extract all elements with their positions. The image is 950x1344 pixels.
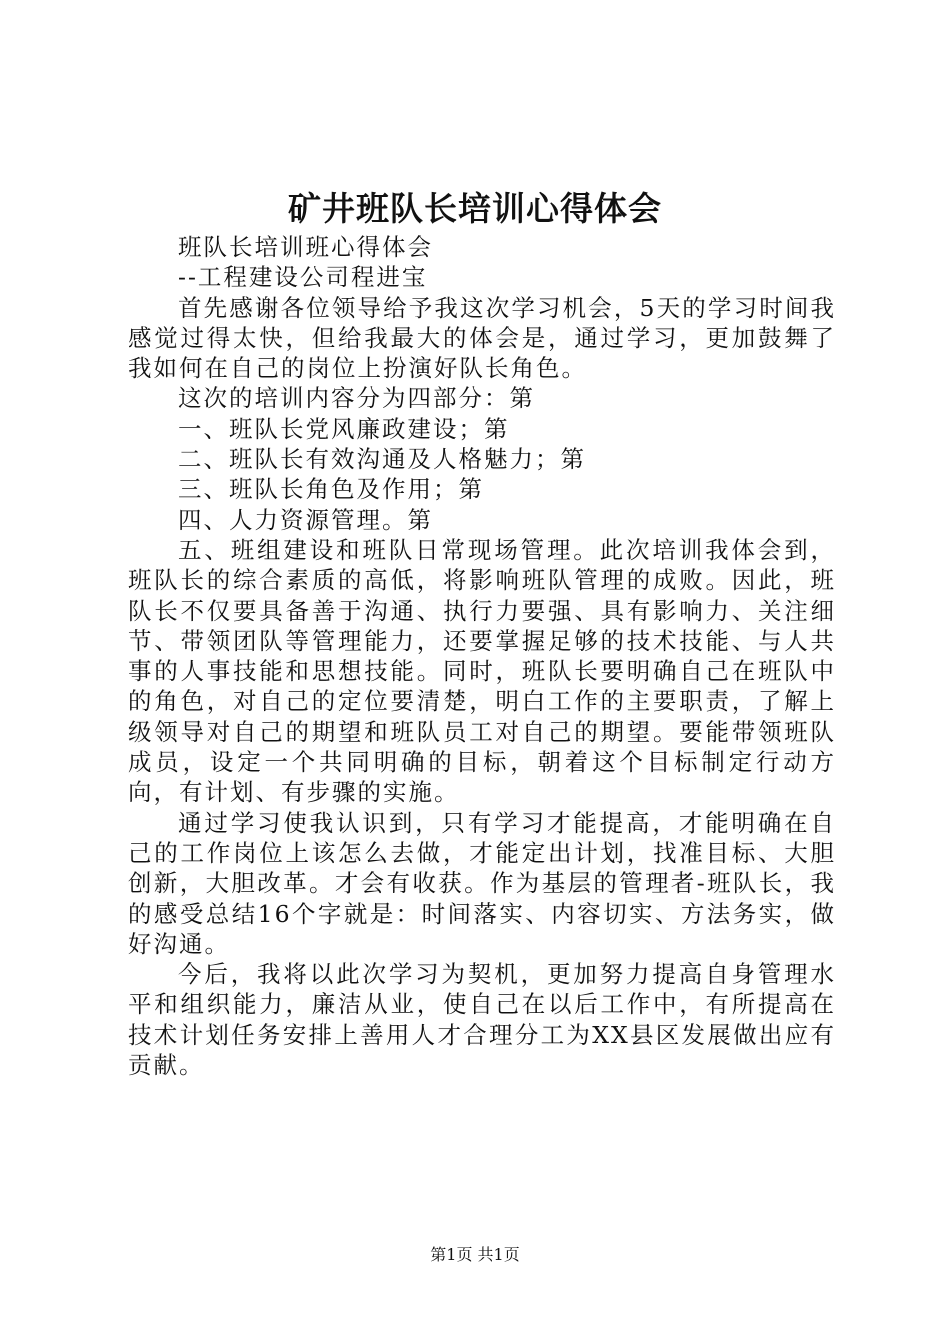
paragraph-part-2: 二、班队长有效沟通及人格魅力；第 [178,445,586,474]
paragraph-content-overview: 这次的培训内容分为四部分：第 [178,384,535,413]
paragraph-part-3: 三、班队长角色及作用；第 [178,475,484,504]
paragraph-intro: 首先感谢各位领导给予我这次学习机会，5天的学习时间我感觉过得太快，但给我最大的体会是，通过学习，更加鼓舞了我如何在自己的岗位上扮演好队长角色。 [128,293,836,383]
paragraph-author: --工程建设公司程进宝 [178,263,428,292]
document-body [128,232,836,1080]
paragraph-conclusion: 今后，我将以此次学习为契机，更加努力提高自身管理水平和组织能力，廉洁从业，使自己在以后工作中，有所提高在技术计划任务安排上善用人才合理分工为XX县区发展做出应有贡献。 [128,960,836,1080]
paragraph-learning: 通过学习使我认识到，只有学习才能提高，才能明确在自己的工作岗位上该怎么去做，才能定出计划，找准目标、大胆创新，大胆改革。才会有收获。作为基层的管理者-班队长，我的感受总结16个字就是：时间落实、内容切实、方法务实，做好沟通。 [128,808,836,958]
paragraph-part-1: 一、班队长党风廉政建设；第 [178,414,510,443]
page-footer: 第1页 共1页 [430,1245,520,1264]
paragraph-subtitle: 班队长培训班心得体会 [178,233,433,261]
document-title: 矿井班队长培训心得体会 [288,189,662,228]
paragraph-part-5: 五、班组建设和班队日常现场管理。此次培训我体会到，班队长的综合素质的高低，将影响班队管理的成败。因此，班队长不仅要具备善于沟通、执行力要强、具有影响力、关注细节、带领团队等管理能力，还要掌握足够的技术技能、与人共事的人事技能和思想技能。同时，班队长要明确自己在班队中的角色，对自己的定位要清楚，明白工作的主要职责，了解上级领导对自己的期望和班队员工对自己的期望。要能带领班队成员，设定一个共同明确的目标，朝着这个目标制定行动方向，有计划、有步骤的实施。 [128,535,836,807]
paragraph-part-4: 四、人力资源管理。第 [178,505,433,534]
